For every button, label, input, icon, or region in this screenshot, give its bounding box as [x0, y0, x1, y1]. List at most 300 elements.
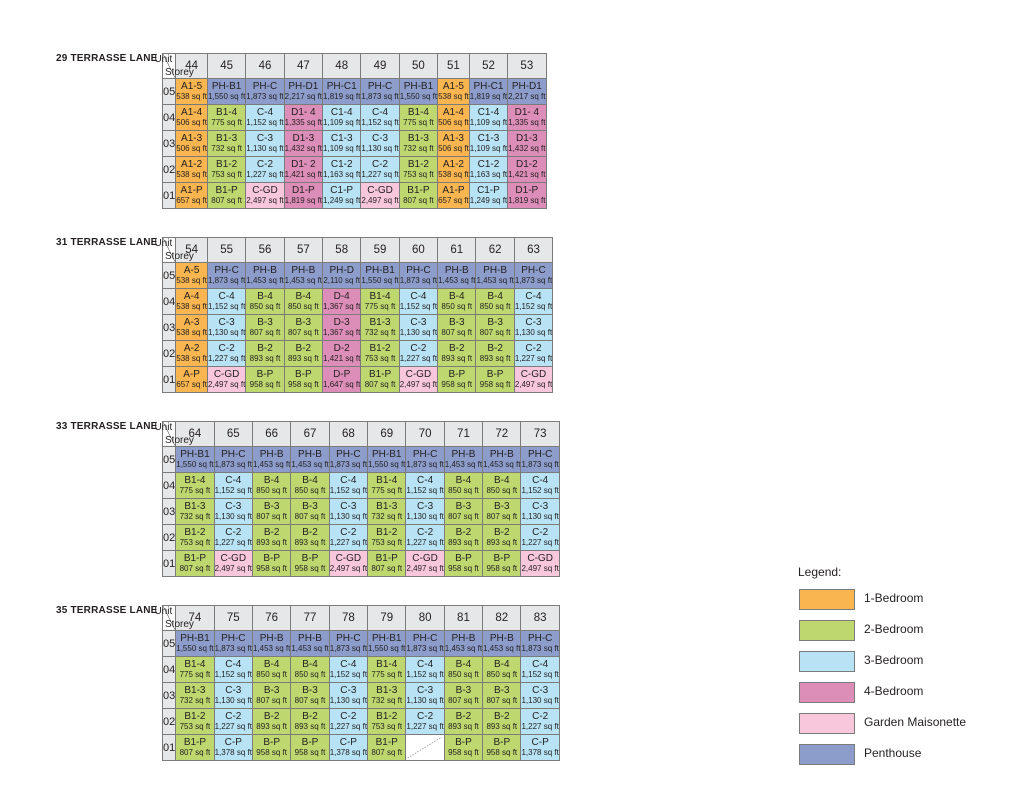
- unit-type-code: PH-B1: [211, 81, 242, 92]
- unit-label: Unit: [154, 606, 173, 617]
- unit-type-code: C-2: [532, 527, 549, 538]
- unit-number: 56: [246, 238, 284, 263]
- unit-size: 958 sq ft: [294, 564, 326, 573]
- unit-cell: [214, 447, 252, 473]
- unit-size: 1,227 sq ft: [406, 722, 444, 731]
- unit-type-code: B-P: [486, 369, 504, 380]
- unit-cell: [207, 289, 245, 315]
- unit-type-code: D-4: [333, 291, 350, 302]
- unit-size: 1,453 sq ft: [438, 276, 476, 285]
- unit-type-code: C-4: [218, 291, 235, 302]
- unit-cell: [399, 289, 437, 315]
- unit-size: 1,873 sq ft: [329, 644, 368, 653]
- legend-item-penthouse: [798, 744, 922, 775]
- unit-type-code: PH-C: [527, 449, 553, 460]
- corner-header: [154, 606, 194, 631]
- unit-type-code: A1-5: [181, 81, 203, 92]
- unit-number: 51: [438, 54, 470, 79]
- unit-type-code: PH-B: [259, 449, 284, 460]
- unit-cell: [176, 631, 214, 657]
- storey-label: Storey: [165, 435, 194, 446]
- unit-type-code: C-2: [225, 711, 242, 722]
- unit-cell: [361, 289, 399, 315]
- unit-type-code: B1-2: [376, 711, 398, 722]
- unit-type-code: B-2: [263, 711, 280, 722]
- unit-size: 807 sq ft: [364, 380, 396, 389]
- unit-size: 775 sq ft: [403, 118, 434, 127]
- unit-cell: [207, 341, 245, 367]
- unit-number: 53: [508, 54, 546, 79]
- unit-type-code: C-3: [525, 317, 542, 328]
- unit-size: 1,163 sq ft: [469, 170, 508, 179]
- unit-size: 2,497 sq ft: [246, 196, 284, 205]
- storey-number: 01: [163, 551, 176, 577]
- unit-type-code: B-2: [302, 711, 318, 722]
- unit-cell: [368, 551, 406, 577]
- unit-size: 538 sq ft: [176, 328, 207, 337]
- unit-cell: [361, 367, 399, 393]
- unit-cell: [207, 157, 245, 183]
- storey-number: 03: [163, 315, 176, 341]
- unit-cell: [483, 551, 521, 577]
- unit-number: 73: [521, 422, 559, 447]
- unit-cell: [329, 657, 367, 683]
- unit-type-code: C-4: [225, 659, 242, 670]
- unit-cell: [406, 683, 444, 709]
- unit-size: 958 sq ft: [249, 380, 281, 389]
- unit-cell: [176, 105, 208, 131]
- unit-size: 1,453 sq ft: [476, 276, 514, 285]
- unit-cell: [246, 263, 284, 289]
- unit-type-code: B-2: [448, 343, 465, 354]
- unit-number: 46: [246, 54, 284, 79]
- header-row: [163, 238, 553, 263]
- storey-number: 04: [163, 289, 176, 315]
- unit-number: 76: [252, 606, 290, 631]
- unit-size: 506 sq ft: [176, 144, 207, 153]
- unit-size: 732 sq ft: [403, 144, 434, 153]
- unit-cell: [329, 499, 367, 525]
- unit-size: 807 sq ft: [287, 328, 319, 337]
- unit-type-code: B-P: [301, 553, 319, 564]
- unit-cell: [214, 499, 252, 525]
- unit-cell: [444, 473, 482, 499]
- unit-type-code: B1-4: [216, 107, 238, 118]
- unit-cell: [483, 657, 521, 683]
- unit-size: 1,873 sq ft: [214, 460, 252, 469]
- unit-cell: [323, 263, 361, 289]
- storey-number: 01: [163, 735, 176, 761]
- unit-type-code: PH-C1: [473, 81, 504, 92]
- unit-cell: [252, 657, 290, 683]
- unit-type-code: C1-3: [330, 133, 353, 144]
- unit-size: 2,497 sq ft: [514, 380, 553, 389]
- unit-size: 850 sq ft: [448, 486, 479, 495]
- unit-size: 2,497 sq ft: [329, 564, 368, 573]
- unit-size: 1,550 sq ft: [399, 92, 438, 101]
- unit-size: 807 sq ft: [486, 696, 518, 705]
- block-title: 33 TERRASSE LANE: [56, 421, 158, 432]
- unit-cell: [207, 131, 245, 157]
- legend-swatch-4-bedroom: [799, 682, 855, 703]
- unit-type-code: B-2: [263, 527, 280, 538]
- unit-cell: [438, 289, 476, 315]
- unit-size: 958 sq ft: [486, 564, 518, 573]
- unit-cell: [214, 473, 252, 499]
- unit-size: 732 sq ft: [371, 512, 403, 521]
- unit-type-code: C-GD: [527, 553, 553, 564]
- unit-size: 1,432 sq ft: [508, 144, 546, 153]
- unit-type-code: A-5: [183, 265, 200, 276]
- unit-cell: [521, 683, 559, 709]
- storey-row: [163, 499, 560, 525]
- unit-type-code: D-3: [333, 317, 350, 328]
- unit-size: 893 sq ft: [287, 354, 319, 363]
- unit-size: 1,421 sq ft: [284, 170, 323, 179]
- unit-size: 958 sq ft: [294, 748, 326, 757]
- unit-size: 1,453 sq ft: [291, 644, 329, 653]
- unit-size: 893 sq ft: [256, 538, 287, 547]
- storey-row: [163, 683, 560, 709]
- unit-table: [154, 237, 553, 393]
- unit-size: 1,130 sq ft: [521, 696, 559, 705]
- unit-number: 82: [483, 606, 521, 631]
- unit-type-code: B-P: [256, 369, 274, 380]
- unit-size: 1,873 sq ft: [214, 644, 252, 653]
- unit-size: 2,217 sq ft: [284, 92, 323, 101]
- unit-cell: [521, 447, 559, 473]
- unit-size: 1,550 sq ft: [176, 460, 214, 469]
- unit-size: 1,152 sq ft: [514, 302, 553, 311]
- unit-cell: [284, 105, 322, 131]
- unit-type-code: PH-C: [252, 81, 278, 92]
- unit-size: 538 sq ft: [438, 170, 469, 179]
- unit-cell: [444, 683, 482, 709]
- unit-type-code: C-3: [218, 317, 235, 328]
- storey-row: [163, 367, 553, 393]
- unit-size: 1,378 sq ft: [521, 748, 559, 757]
- unit-cell: [438, 315, 476, 341]
- unit-size: 893 sq ft: [294, 722, 326, 731]
- unit-cell: [291, 525, 329, 551]
- unit-type-code: C-GD: [520, 369, 547, 380]
- unit-number: 70: [406, 422, 444, 447]
- unit-cell: [176, 499, 214, 525]
- unit-cell: [438, 131, 470, 157]
- unit-size: 1,227 sq ft: [361, 170, 399, 179]
- unit-size: 1,152 sq ft: [521, 486, 559, 495]
- unit-size: 1,249 sq ft: [469, 196, 508, 205]
- unit-size: 506 sq ft: [176, 118, 207, 127]
- unit-number: 45: [207, 54, 245, 79]
- unit-size: 1,432 sq ft: [284, 144, 323, 153]
- unit-cell: [483, 683, 521, 709]
- unit-cell: [361, 105, 399, 131]
- unit-number: 48: [323, 54, 361, 79]
- unit-size: 893 sq ft: [448, 722, 479, 731]
- unit-number: 62: [476, 238, 514, 263]
- unit-size: 1,227 sq ft: [399, 354, 438, 363]
- unit-size: 1,130 sq ft: [361, 144, 399, 153]
- unit-type-code: C1-P: [477, 185, 500, 196]
- unit-cell: [521, 473, 559, 499]
- unit-cell: [521, 709, 559, 735]
- unit-cell: [284, 131, 322, 157]
- storey-number: 01: [163, 183, 176, 209]
- unit-size: 1,227 sq ft: [214, 538, 252, 547]
- unit-size: 732 sq ft: [211, 144, 242, 153]
- unit-cell: [361, 263, 399, 289]
- unit-cell: [176, 525, 214, 551]
- unit-type-code: C-GD: [213, 369, 240, 380]
- unit-cell: [483, 735, 521, 761]
- unit-cell: [252, 683, 290, 709]
- legend-label: 2-Bedroom: [864, 622, 924, 636]
- unit-cell: [329, 525, 367, 551]
- unit-cell: [469, 105, 507, 131]
- unit-cell: [514, 315, 552, 341]
- unit-cell: [214, 657, 252, 683]
- unit-type-code: B-P: [493, 553, 511, 564]
- unit-type-code: B-3: [302, 501, 318, 512]
- unit-cell: [444, 551, 482, 577]
- unit-type-code: B-4: [263, 659, 280, 670]
- unit-type-code: C-4: [532, 659, 549, 670]
- legend-swatch-3-bedroom: [799, 651, 855, 672]
- unit-size: 1,152 sq ft: [207, 302, 246, 311]
- unit-size: 1,819 sq ft: [284, 196, 323, 205]
- unit-type-code: A1-4: [442, 107, 464, 118]
- unit-size: 850 sq ft: [448, 670, 479, 679]
- unit-type-code: B-3: [302, 685, 318, 696]
- unit-type-code: C-3: [532, 501, 549, 512]
- unit-size: 538 sq ft: [176, 92, 207, 101]
- unit-cell: [329, 683, 367, 709]
- storey-number: 04: [163, 473, 176, 499]
- unit-number: 81: [444, 606, 482, 631]
- unit-size: 1,130 sq ft: [207, 328, 246, 337]
- unit-type-code: PH-B: [298, 633, 322, 644]
- storey-label: Storey: [165, 619, 194, 630]
- unit-type-code: C-2: [417, 711, 434, 722]
- unit-cell: [469, 157, 507, 183]
- unit-cell: [406, 473, 444, 499]
- storey-number: 04: [163, 105, 176, 131]
- unit-size: 753 sq ft: [403, 170, 434, 179]
- unit-size: 775 sq ft: [371, 486, 403, 495]
- unit-number: 79: [368, 606, 406, 631]
- unit-size: 753 sq ft: [364, 354, 396, 363]
- unit-type-code: PH-C: [521, 265, 546, 276]
- unit-size: 2,497 sq ft: [214, 564, 252, 573]
- unit-cell: [252, 551, 290, 577]
- unit-type-code: B1-4: [376, 659, 398, 670]
- unit-cell: [246, 105, 284, 131]
- unit-type-code: B1-4: [184, 659, 206, 670]
- unit-cell: [246, 289, 284, 315]
- unit-cell: [438, 341, 476, 367]
- block-title: 29 TERRASSE LANE: [56, 53, 158, 64]
- unit-size: 1,453 sq ft: [252, 644, 291, 653]
- unit-type-code: C-2: [340, 527, 357, 538]
- storey-label: Storey: [165, 251, 194, 262]
- unit-size: 1,152 sq ft: [214, 670, 252, 679]
- unit-cell: [368, 709, 406, 735]
- unit-cell: [214, 525, 252, 551]
- unit-type-code: A1-4: [181, 107, 203, 118]
- unit-size: 1,367 sq ft: [323, 302, 361, 311]
- unit-size: 1,873 sq ft: [329, 460, 368, 469]
- unit-cell: [252, 499, 290, 525]
- unit-cell: [469, 131, 507, 157]
- unit-type-code: D1- 4: [514, 107, 540, 118]
- unit-type-code: B1-3: [184, 685, 206, 696]
- unit-type-code: C-GD: [252, 185, 278, 196]
- unit-size: 893 sq ft: [256, 722, 287, 731]
- unit-type-code: D-P: [333, 369, 351, 380]
- unit-size: 807 sq ft: [441, 328, 473, 337]
- storey-row: [163, 657, 560, 683]
- unit-size: 1,227 sq ft: [214, 722, 252, 731]
- unit-number: 49: [361, 54, 399, 79]
- unit-type-code: A-2: [183, 343, 200, 354]
- unit-size: 1,152 sq ft: [406, 670, 444, 679]
- unit-size: 1,873 sq ft: [521, 644, 559, 653]
- unit-type-code: D-2: [333, 343, 350, 354]
- unit-type-code: B1-4: [376, 475, 398, 486]
- unit-cell: [207, 105, 245, 131]
- unit-size: 1,227 sq ft: [521, 722, 559, 731]
- unit-size: 807 sq ft: [479, 328, 511, 337]
- unit-type-code: PH-B: [489, 449, 514, 460]
- unit-type-code: D1- 2: [291, 159, 316, 170]
- unit-type-code: PH-B1: [403, 81, 434, 92]
- unit-type-code: A-4: [183, 291, 200, 302]
- unit-type-code: C-4: [417, 475, 434, 486]
- unit-type-code: B1-4: [407, 107, 429, 118]
- unit-cell: [438, 79, 470, 105]
- unit-size: 850 sq ft: [486, 670, 518, 679]
- unit-type-code: C-3: [340, 501, 357, 512]
- unit-size: 1,227 sq ft: [521, 538, 559, 547]
- unit-type-code: B1-4: [184, 475, 206, 486]
- unit-size: 732 sq ft: [364, 328, 396, 337]
- unit-number: 60: [399, 238, 437, 263]
- empty-diagonal-icon: [406, 735, 443, 760]
- unit-size: 1,453 sq ft: [246, 276, 284, 285]
- storey-number: 04: [163, 657, 176, 683]
- unit-cell: [399, 79, 437, 105]
- unit-type-code: PH-C: [367, 81, 393, 92]
- unit-size: 753 sq ft: [179, 722, 211, 731]
- legend: [798, 565, 967, 775]
- unit-cell: [444, 447, 482, 473]
- unit-type-code: B-4: [302, 475, 318, 486]
- unit-cell: [406, 551, 444, 577]
- unit-size: 657 sq ft: [438, 196, 469, 205]
- unit-size: 893 sq ft: [441, 354, 473, 363]
- unit-type-code: B-3: [263, 685, 280, 696]
- legend-label: Penthouse: [864, 746, 922, 760]
- unit-number: 66: [252, 422, 290, 447]
- unit-type-code: A-P: [183, 369, 200, 380]
- header-row: [163, 422, 560, 447]
- unit-type-code: A1-P: [180, 185, 203, 196]
- unit-number: 54: [176, 238, 208, 263]
- unit-cell: [329, 447, 367, 473]
- unit-number: 47: [284, 54, 322, 79]
- unit-type-code: C-4: [340, 475, 357, 486]
- legend-item-garden-maisonette: [798, 713, 967, 744]
- legend-swatch-2-bedroom: [799, 620, 855, 641]
- unit-cell: [207, 79, 245, 105]
- legend-label: 3-Bedroom: [864, 653, 924, 667]
- unit-table: [154, 605, 560, 761]
- unit-cell: [176, 709, 214, 735]
- unit-size: 807 sq ft: [256, 512, 287, 521]
- unit-type-code: B1-2: [184, 711, 206, 722]
- unit-type-code: C-4: [417, 659, 434, 670]
- legend-label: Garden Maisonette: [864, 715, 967, 729]
- unit-size: 1,130 sq ft: [329, 512, 368, 521]
- unit-type-code: B-P: [263, 737, 280, 748]
- unit-size: 1,647 sq ft: [323, 380, 361, 389]
- unit-type-code: C-3: [225, 685, 242, 696]
- unit-type-code: C-4: [525, 291, 542, 302]
- unit-size: 1,152 sq ft: [329, 486, 368, 495]
- unit-cell: [291, 683, 329, 709]
- unit-table: [154, 421, 560, 577]
- unit-cell: [469, 79, 507, 105]
- unit-size: 893 sq ft: [294, 538, 326, 547]
- unit-type-code: PH-B1: [180, 633, 210, 644]
- unit-size: 1,152 sq ft: [361, 118, 399, 127]
- unit-size: 1,873 sq ft: [521, 460, 559, 469]
- unit-size: 1,453 sq ft: [284, 276, 323, 285]
- unit-cell: [508, 105, 546, 131]
- unit-cell: [176, 551, 214, 577]
- unit-cell: [406, 631, 444, 657]
- unit-type-code: PH-C: [221, 449, 246, 460]
- unit-cell: [438, 105, 470, 131]
- unit-cell: [361, 341, 399, 367]
- unit-cell: [444, 499, 482, 525]
- unit-cell: [368, 525, 406, 551]
- unit-number: 68: [329, 422, 367, 447]
- unit-cell: [399, 263, 437, 289]
- unit-size: 657 sq ft: [176, 380, 207, 389]
- unit-size: 1,453 sq ft: [483, 644, 521, 653]
- storey-number: 03: [163, 131, 176, 157]
- unit-size: 958 sq ft: [448, 564, 479, 573]
- unit-cell: [323, 341, 361, 367]
- unit-table: [154, 53, 547, 209]
- storey-row: [163, 263, 553, 289]
- unit-size: 1,873 sq ft: [399, 276, 438, 285]
- unit-cell: [368, 447, 406, 473]
- unit-type-code: A1-3: [442, 133, 464, 144]
- unit-cell: [284, 263, 322, 289]
- unit-size: 958 sq ft: [256, 748, 287, 757]
- unit-type-code: B-4: [455, 475, 472, 486]
- unit-size: 2,497 sq ft: [207, 380, 246, 389]
- unit-cell: [323, 183, 361, 209]
- unit-size: 1,335 sq ft: [284, 118, 323, 127]
- unit-size: 2,497 sq ft: [399, 380, 438, 389]
- unit-cell: [176, 367, 208, 393]
- unit-number: 44: [176, 54, 208, 79]
- unit-type-code: C-2: [532, 711, 549, 722]
